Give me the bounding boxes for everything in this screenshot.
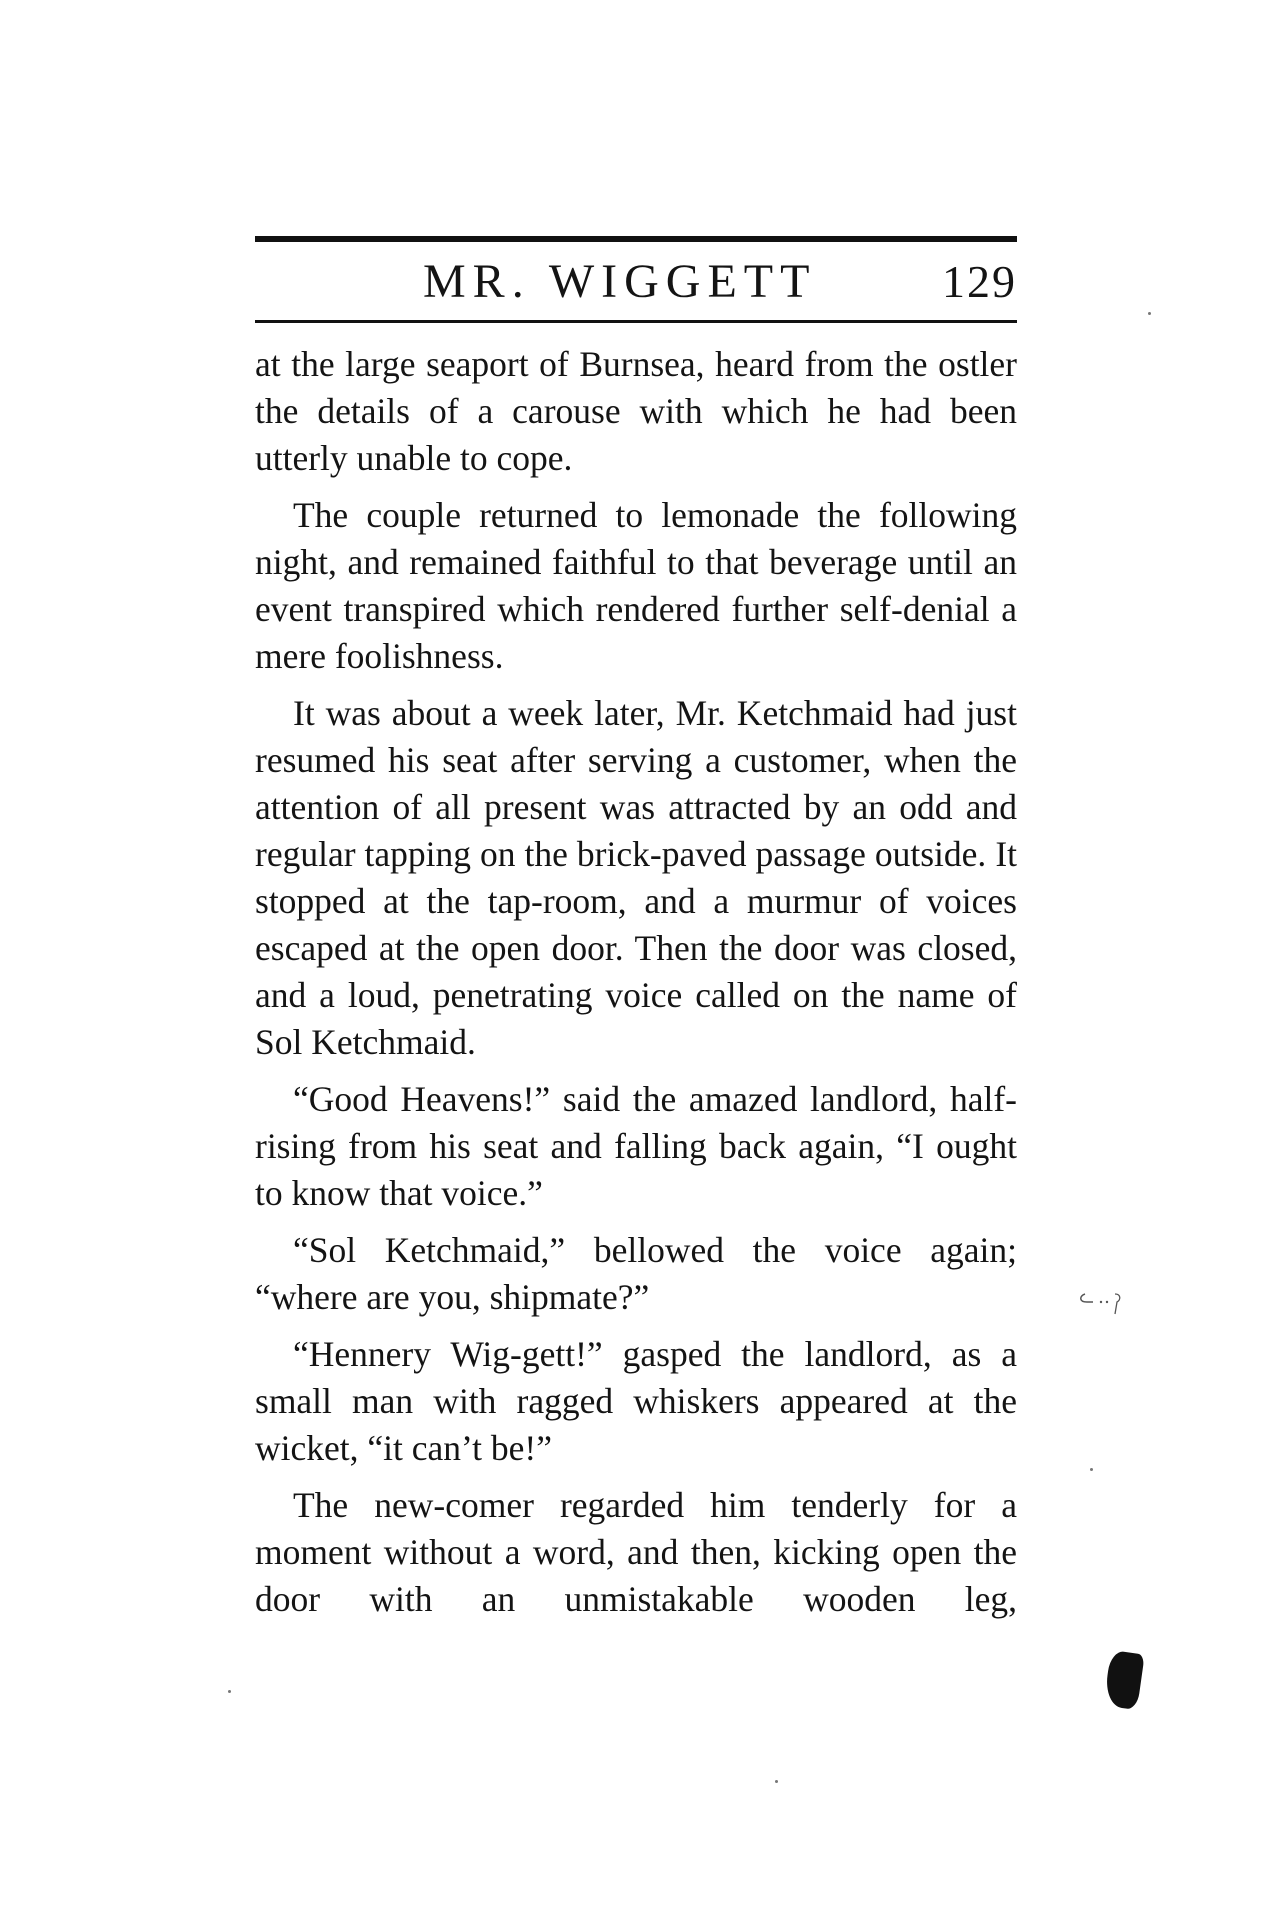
speck (1148, 312, 1151, 315)
paragraph: It was about a week later, Mr. Ketchmaid had just resumed his seat after serving a customer, when the attention of all present was attracted by an odd and regular tapping on the brick-paved passage outside. It stopped at the tap-room, and a murmur of voices escaped at the open door. Then the door was closed, and a loud, penetrating voice called on the name of Sol Ketchmaid. (255, 693, 1017, 1062)
paragraph: The couple returned to lemonade the following night, and remained faithful to that beverage until an event transpired which rendered further self-denial a mere foolishness. (255, 495, 1017, 676)
speck (228, 1690, 231, 1693)
running-head-title: MR. WIGGETT (423, 255, 817, 308)
running-head (255, 246, 1017, 316)
paragraph: The new-comer regarded him tenderly for a moment without a word, and then, kicking open the door with an unmistakable wooden leg, (255, 1485, 1017, 1619)
header-rule-top (255, 236, 1017, 242)
margin-pencil-mark (1077, 1288, 1125, 1325)
page-number: 129 (942, 256, 1017, 307)
paragraph: “Good Heavens!” said the amazed landlord, half-rising from his seat and falling back again, “I ought to know that voice.” (255, 1079, 1017, 1213)
ink-blot (1103, 1650, 1144, 1710)
speck (1090, 1468, 1093, 1471)
header-rule-bottom (255, 320, 1017, 323)
body-text (255, 341, 1017, 1633)
paragraph: at the large seaport of Burnsea, heard from the ostler the details of a carouse with which he had been utterly unable to cope. (255, 344, 1017, 478)
paragraph: “Sol Ketchmaid,” bellowed the voice again; “where are you, shipmate?” (255, 1230, 1017, 1317)
speck (775, 1780, 778, 1783)
paragraph: “Hennery Wig-gett!” gasped the landlord, as a small man with ragged whiskers appeared at the wicket, “it can’t be!” (255, 1334, 1017, 1468)
